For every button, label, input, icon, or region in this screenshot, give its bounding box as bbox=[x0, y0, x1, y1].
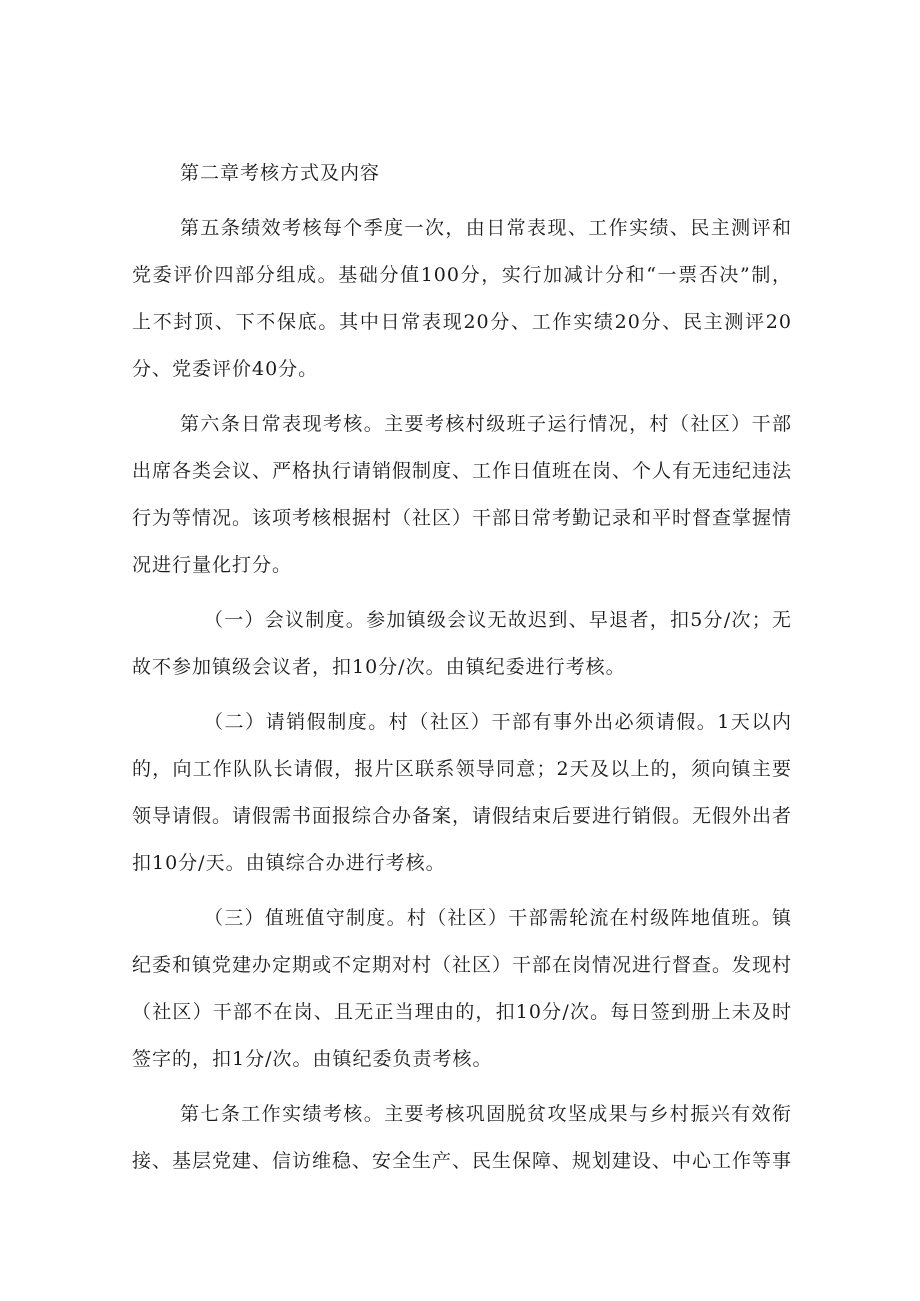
meeting-rule-paragraph: （一）会议制度。参加镇级会议无故迟到、早退者，扣5分/次；无故不参加镇级会议者，扣10分/次。由镇纪委进行考核。 bbox=[132, 609, 792, 678]
article-5-paragraph: 第五条绩效考核每个季度一次，由日常表现、工作实绩、民主测评和党委评价四部分组成。基础分值100分，实行加减计分和“一票否决”制，上不封顶、下不保底。其中日常表现20分、工作实绩20分、民主测评20分、党委评价40分。 bbox=[132, 217, 792, 380]
leave-rule-paragraph: （二）请销假制度。村（社区）干部有事外出必须请假。1天以内的，向工作队队长请假，报片区联系领导同意；2天及以上的，须向镇主要领导请假。请假需书面报综合办备案，请假结束后要进行销假。无假外出者扣10分/天。由镇综合办进行考核。 bbox=[132, 711, 793, 874]
article-6-paragraph: 第六条日常表现考核。主要考核村级班子运行情况，村（社区）干部出席各类会议、严格执行请销假制度、工作日值班在岗、个人有无违纪违法行为等情况。该项考核根据村（社区）干部日常考勤记录和平时督查掌握情况进行量化打分。 bbox=[132, 413, 793, 576]
chapter-heading: 第二章考核方式及内容 bbox=[180, 162, 381, 184]
article-7-paragraph: 第七条工作实绩考核。主要考核巩固脱贫攻坚成果与乡村振兴有效衔接、基层党建、信访维稳、安全生产、民生保障、规划建设、中心工作等事 bbox=[132, 1103, 793, 1172]
document-body bbox=[132, 150, 792, 1185]
duty-rule-paragraph: （三）值班值守制度。村（社区）干部需轮流在村级阵地值班。镇纪委和镇党建办定期或不定期对村（社区）干部在岗情况进行督查。发现村（社区）干部不在岗、且无正当理由的，扣10分/次。每日签到册上未及时签字的，扣1分/次。由镇纪委负责考核。 bbox=[132, 907, 793, 1070]
